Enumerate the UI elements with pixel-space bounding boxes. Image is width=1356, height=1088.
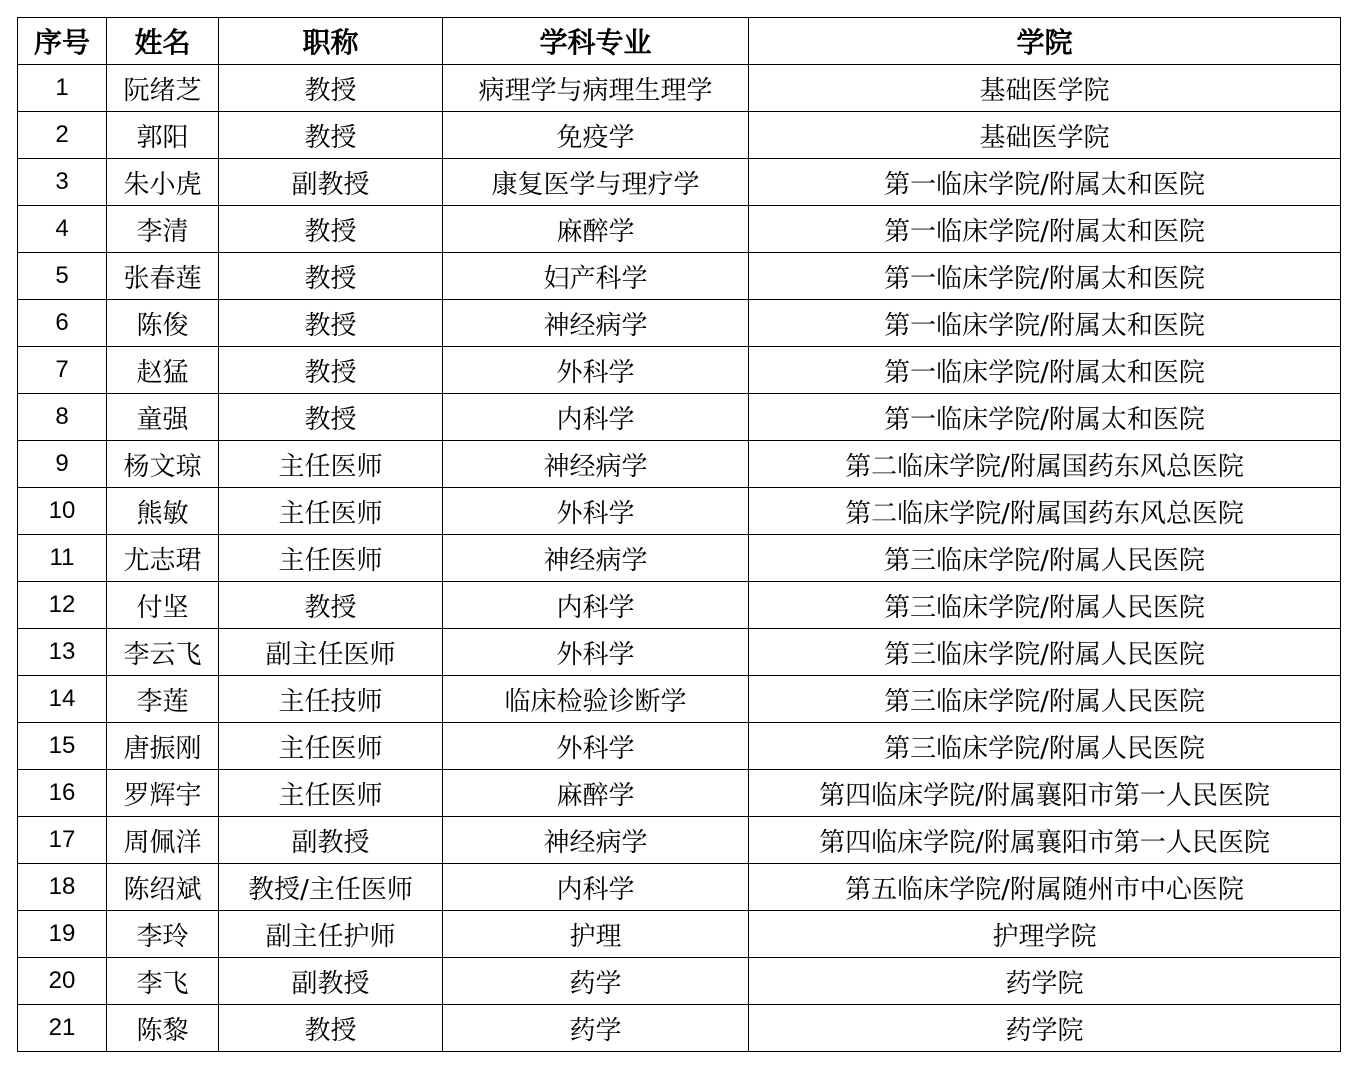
college-cell: 第一临床学院/附属太和医院 — [749, 394, 1341, 441]
discipline-cell: 神经病学 — [443, 300, 749, 347]
name-cell: 阮绪芝 — [107, 65, 219, 112]
table-row — [18, 159, 1341, 206]
header-seq: 序号 — [18, 18, 107, 65]
seq-cell: 11 — [18, 535, 107, 582]
table-row — [18, 347, 1341, 394]
college-cell: 药学院 — [749, 1005, 1341, 1052]
seq-cell: 10 — [18, 488, 107, 535]
college-cell: 第一临床学院/附属太和医院 — [749, 159, 1341, 206]
title-cell: 教授 — [219, 1005, 443, 1052]
seq-cell: 4 — [18, 206, 107, 253]
seq-cell: 17 — [18, 817, 107, 864]
title-cell: 教授 — [219, 206, 443, 253]
discipline-cell: 外科学 — [443, 629, 749, 676]
college-cell: 第二临床学院/附属国药东风总医院 — [749, 488, 1341, 535]
college-cell: 第四临床学院/附属襄阳市第一人民医院 — [749, 770, 1341, 817]
seq-cell: 6 — [18, 300, 107, 347]
college-cell: 第三临床学院/附属人民医院 — [749, 582, 1341, 629]
title-cell: 教授 — [219, 394, 443, 441]
discipline-cell: 内科学 — [443, 582, 749, 629]
college-cell: 第一临床学院/附属太和医院 — [749, 253, 1341, 300]
title-cell: 副主任医师 — [219, 629, 443, 676]
name-cell: 尤志珺 — [107, 535, 219, 582]
table-row — [18, 441, 1341, 488]
name-cell: 郭阳 — [107, 112, 219, 159]
table-row — [18, 629, 1341, 676]
name-cell: 李云飞 — [107, 629, 219, 676]
name-cell: 李清 — [107, 206, 219, 253]
college-cell: 第二临床学院/附属国药东风总医院 — [749, 441, 1341, 488]
seq-cell: 8 — [18, 394, 107, 441]
college-cell: 第一临床学院/附属太和医院 — [749, 300, 1341, 347]
discipline-cell: 病理学与病理生理学 — [443, 65, 749, 112]
title-cell: 主任技师 — [219, 676, 443, 723]
discipline-cell: 护理 — [443, 911, 749, 958]
name-cell: 陈黎 — [107, 1005, 219, 1052]
table-row — [18, 817, 1341, 864]
discipline-cell: 康复医学与理疗学 — [443, 159, 749, 206]
name-cell: 陈俊 — [107, 300, 219, 347]
seq-cell: 1 — [18, 65, 107, 112]
table-header-row — [18, 18, 1341, 65]
college-cell: 第一临床学院/附属太和医院 — [749, 347, 1341, 394]
title-cell: 副教授 — [219, 159, 443, 206]
name-cell: 赵猛 — [107, 347, 219, 394]
title-cell: 教授 — [219, 582, 443, 629]
college-cell: 药学院 — [749, 958, 1341, 1005]
title-cell: 教授 — [219, 347, 443, 394]
title-cell: 教授/主任医师 — [219, 864, 443, 911]
header-college: 学院 — [749, 18, 1341, 65]
title-cell: 教授 — [219, 112, 443, 159]
table-row — [18, 770, 1341, 817]
name-cell: 周佩洋 — [107, 817, 219, 864]
discipline-cell: 免疫学 — [443, 112, 749, 159]
title-cell: 教授 — [219, 253, 443, 300]
seq-cell: 3 — [18, 159, 107, 206]
college-cell: 基础医学院 — [749, 65, 1341, 112]
discipline-cell: 内科学 — [443, 394, 749, 441]
table-row — [18, 582, 1341, 629]
name-cell: 杨文琼 — [107, 441, 219, 488]
title-cell: 副教授 — [219, 817, 443, 864]
title-cell: 主任医师 — [219, 535, 443, 582]
title-cell: 主任医师 — [219, 770, 443, 817]
discipline-cell: 神经病学 — [443, 535, 749, 582]
discipline-cell: 外科学 — [443, 723, 749, 770]
table-row — [18, 488, 1341, 535]
name-cell: 李莲 — [107, 676, 219, 723]
name-cell: 罗辉宇 — [107, 770, 219, 817]
seq-cell: 5 — [18, 253, 107, 300]
title-cell: 主任医师 — [219, 441, 443, 488]
table-row — [18, 65, 1341, 112]
seq-cell: 2 — [18, 112, 107, 159]
seq-cell: 14 — [18, 676, 107, 723]
name-cell: 张春莲 — [107, 253, 219, 300]
name-cell: 唐振刚 — [107, 723, 219, 770]
discipline-cell: 外科学 — [443, 347, 749, 394]
discipline-cell: 药学 — [443, 958, 749, 1005]
name-cell: 李玲 — [107, 911, 219, 958]
title-cell: 副教授 — [219, 958, 443, 1005]
seq-cell: 20 — [18, 958, 107, 1005]
table-row — [18, 1005, 1341, 1052]
seq-cell: 12 — [18, 582, 107, 629]
table-row — [18, 253, 1341, 300]
seq-cell: 21 — [18, 1005, 107, 1052]
college-cell: 护理学院 — [749, 911, 1341, 958]
name-cell: 付坚 — [107, 582, 219, 629]
title-cell: 副主任护师 — [219, 911, 443, 958]
table-row — [18, 394, 1341, 441]
title-cell: 主任医师 — [219, 723, 443, 770]
table-row — [18, 676, 1341, 723]
table-row — [18, 300, 1341, 347]
name-cell: 童强 — [107, 394, 219, 441]
table-row — [18, 958, 1341, 1005]
seq-cell: 18 — [18, 864, 107, 911]
name-cell: 朱小虎 — [107, 159, 219, 206]
discipline-cell: 临床检验诊断学 — [443, 676, 749, 723]
faculty-table — [17, 17, 1341, 1052]
table-row — [18, 864, 1341, 911]
header-discipline: 学科专业 — [443, 18, 749, 65]
table-row — [18, 723, 1341, 770]
title-cell: 主任医师 — [219, 488, 443, 535]
college-cell: 第一临床学院/附属太和医院 — [749, 206, 1341, 253]
college-cell: 第三临床学院/附属人民医院 — [749, 723, 1341, 770]
seq-cell: 13 — [18, 629, 107, 676]
college-cell: 第三临床学院/附属人民医院 — [749, 629, 1341, 676]
name-cell: 陈绍斌 — [107, 864, 219, 911]
table-row — [18, 911, 1341, 958]
header-name: 姓名 — [107, 18, 219, 65]
college-cell: 第三临床学院/附属人民医院 — [749, 535, 1341, 582]
college-cell: 第五临床学院/附属随州市中心医院 — [749, 864, 1341, 911]
header-title: 职称 — [219, 18, 443, 65]
college-cell: 第三临床学院/附属人民医院 — [749, 676, 1341, 723]
discipline-cell: 神经病学 — [443, 441, 749, 488]
discipline-cell: 内科学 — [443, 864, 749, 911]
college-cell: 基础医学院 — [749, 112, 1341, 159]
name-cell: 李飞 — [107, 958, 219, 1005]
table-row — [18, 112, 1341, 159]
discipline-cell: 外科学 — [443, 488, 749, 535]
name-cell: 熊敏 — [107, 488, 219, 535]
seq-cell: 19 — [18, 911, 107, 958]
seq-cell: 16 — [18, 770, 107, 817]
seq-cell: 7 — [18, 347, 107, 394]
table-row — [18, 206, 1341, 253]
table-body — [18, 65, 1341, 1052]
discipline-cell: 麻醉学 — [443, 770, 749, 817]
discipline-cell: 神经病学 — [443, 817, 749, 864]
title-cell: 教授 — [219, 300, 443, 347]
table-row — [18, 535, 1341, 582]
discipline-cell: 妇产科学 — [443, 253, 749, 300]
title-cell: 教授 — [219, 65, 443, 112]
discipline-cell: 药学 — [443, 1005, 749, 1052]
seq-cell: 15 — [18, 723, 107, 770]
seq-cell: 9 — [18, 441, 107, 488]
discipline-cell: 麻醉学 — [443, 206, 749, 253]
college-cell: 第四临床学院/附属襄阳市第一人民医院 — [749, 817, 1341, 864]
